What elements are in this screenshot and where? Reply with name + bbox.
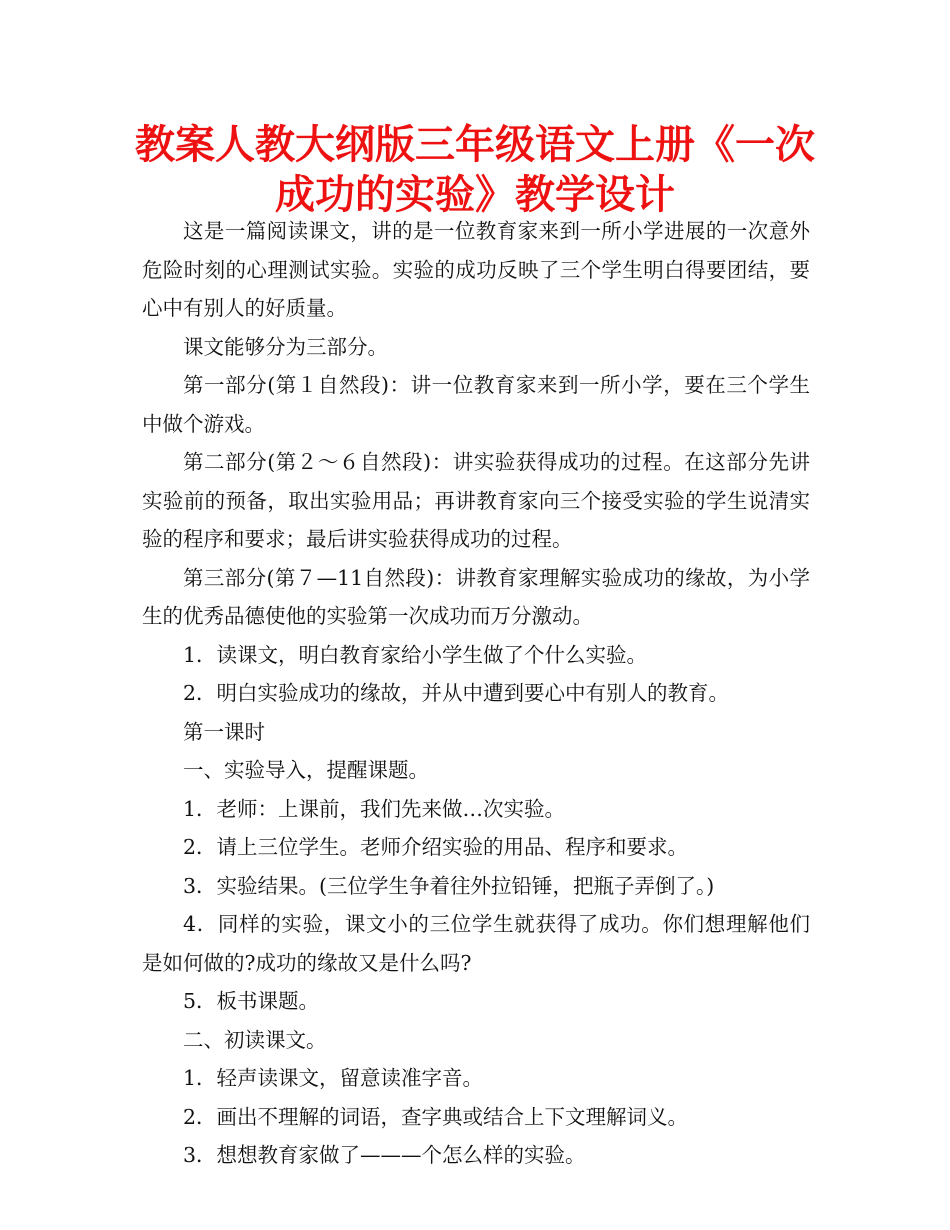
document-body (142, 212, 810, 1175)
paragraph: 1．老师：上课前，我们先来做…次实验。 (183, 796, 566, 821)
paragraph: 二、初读课文。 (183, 1027, 327, 1052)
paragraph: 课文能够分为三部分。 (183, 334, 388, 359)
paragraph: 第二部分(第２～６自然段)：讲实验获得成功的过程。在这部分先讲实验前的预备，取出实验用品；再讲教育家向三个接受实验的学生说清实验的程序和要求；最后讲实验获得成功的过程。 (142, 450, 810, 551)
document-title: 教案人教大纲版三年级语文上册《一次成功的实验》教学设计 (135, 122, 815, 218)
paragraph: 1．读课文，明白教育家给小学生做了个什么实验。 (183, 642, 648, 667)
paragraph: 第一课时 (183, 719, 265, 744)
paragraph: 3．实验结果。(三位学生争着往外拉铅锤，把瓶子弄倒了。) (183, 873, 715, 898)
paragraph: 第三部分(第７—11自然段)：讲教育家理解实验成功的缘故，为小学生的优秀品德使他的实验第一次成功而万分激动。 (142, 565, 810, 628)
paragraph: 5．板书课题。 (183, 989, 320, 1013)
paragraph: 这是一篇阅读课文，讲的是一位教育家来到一所小学进展的一次意外危险时刻的心理测试实验。实验的成功反映了三个学生明白得要团结，要心中有别人的好质量。 (142, 219, 810, 320)
paragraph: 一、实验导入，提醒课题。 (183, 758, 429, 782)
paragraph: 第一部分(第１自然段)：讲一位教育家来到一所小学，要在三个学生中做个游戏。 (142, 373, 810, 436)
paragraph: 1．轻声读课文，留意读准字音。 (183, 1066, 484, 1090)
paragraph: 2．画出不理解的词语，查字典或结合上下文理解词义。 (183, 1104, 689, 1129)
paragraph: 2．明白实验成功的缘故，并从中遭到要心中有别人的教育。 (183, 681, 730, 705)
paragraph: 4．同样的实验，课文小的三位学生就获得了成功。你们想理解他们是如何做的?成功的缘故又是什么吗? (142, 912, 810, 975)
paragraph: 2．请上三位学生。老师介绍实验的用品、程序和要求。 (183, 835, 689, 859)
paragraph: 3．想想教育家做了———个怎么样的实验。 (183, 1143, 586, 1167)
